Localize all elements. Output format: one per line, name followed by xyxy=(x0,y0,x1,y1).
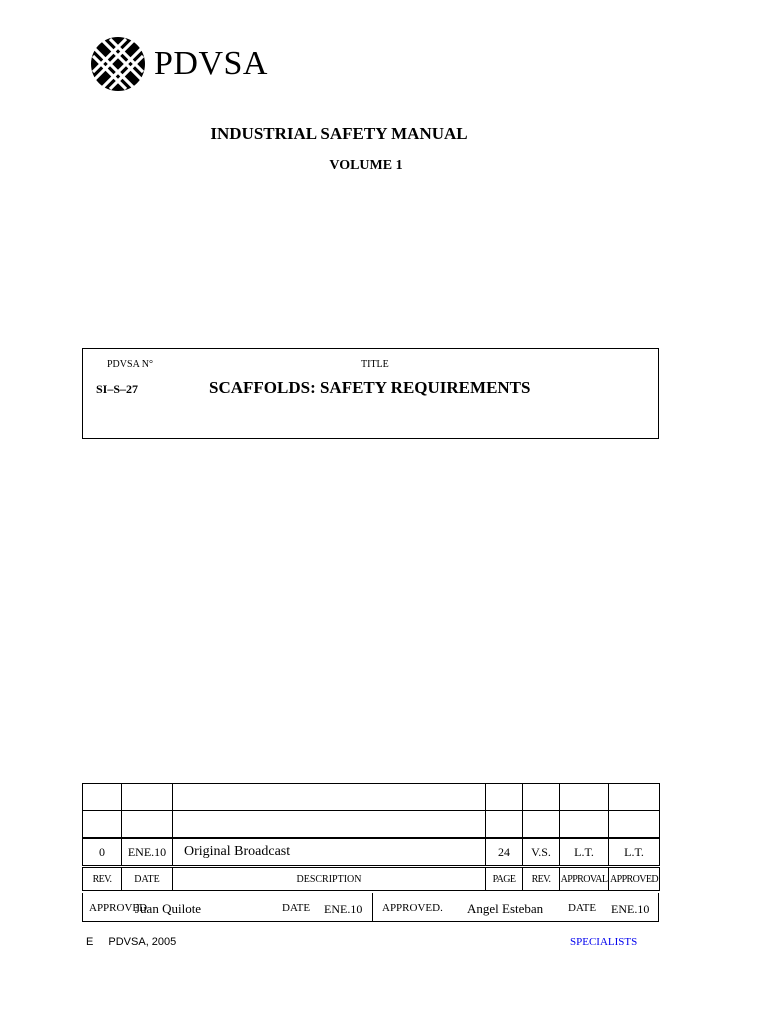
approver-name-1: Juan Quilote xyxy=(135,901,202,916)
date-cell: ENE.10 xyxy=(122,838,173,867)
rev-approval-cell xyxy=(523,811,560,839)
copyright-text: PDVSA, 2005 xyxy=(108,936,177,948)
pdvsa-logo-icon xyxy=(90,36,146,92)
page-cell xyxy=(486,811,523,839)
date-cell xyxy=(122,784,173,811)
extra-cell xyxy=(609,784,660,811)
extra-cell xyxy=(609,811,660,839)
table-row xyxy=(83,784,660,811)
approved-cell xyxy=(560,811,609,839)
specialists-link[interactable]: SPECIALISTS xyxy=(570,936,638,948)
approval-date-1: ENE.10 xyxy=(324,902,363,916)
rev-approval-cell xyxy=(523,784,560,811)
rev-cell xyxy=(83,784,122,811)
date-label-2: DATE xyxy=(568,902,597,914)
header-rev-approval: REV. xyxy=(523,867,560,891)
header-page: PAGE xyxy=(486,867,523,891)
description-cell xyxy=(173,811,486,839)
manual-title: INDUSTRIAL SAFETY MANUAL xyxy=(210,124,468,143)
document-title: SCAFFOLDS: SAFETY REQUIREMENTS xyxy=(209,378,531,397)
extra-cell: L.T. xyxy=(609,838,660,867)
approved-label-2: APPROVED. xyxy=(382,902,443,914)
approved-cell: L.T. xyxy=(560,838,609,867)
page-cell xyxy=(486,784,523,811)
header-description: DESCRIPTION xyxy=(173,867,486,891)
table-row xyxy=(83,838,660,867)
approval-row xyxy=(82,893,659,922)
title-label: TITLE xyxy=(361,359,389,370)
approved-cell xyxy=(560,784,609,811)
header-approval: APPROVAL xyxy=(560,867,609,891)
page-cell: 24 xyxy=(486,838,523,867)
table-row xyxy=(83,811,660,839)
rev-cell: 0 xyxy=(83,838,122,867)
date-label-1: DATE xyxy=(282,902,311,914)
logo-text: PDVSA xyxy=(154,45,268,82)
copyright-mark: E xyxy=(86,936,94,948)
approver-name-2: Angel Esteban xyxy=(467,901,544,916)
header-rev: REV. xyxy=(83,867,122,891)
copyright-notice xyxy=(86,936,176,948)
approved-label-1: APPROVED xyxy=(89,902,148,914)
approval-date-2: ENE.10 xyxy=(611,902,650,916)
document-title-box xyxy=(82,348,659,439)
rev-cell xyxy=(83,811,122,839)
date-cell xyxy=(122,811,173,839)
description-cell xyxy=(173,784,486,811)
header-date: DATE xyxy=(122,867,173,891)
approval-divider xyxy=(372,893,373,921)
header-approved: APPROVED xyxy=(609,867,660,891)
rev-approval-cell: V.S. xyxy=(523,838,560,867)
number-label: PDVSA N° xyxy=(107,359,153,370)
volume-label: VOLUME 1 xyxy=(329,158,403,173)
table-header-row xyxy=(83,867,660,891)
document-number: SI–S–27 xyxy=(96,382,139,396)
revision-table xyxy=(82,783,660,891)
description-cell: Original Broadcast xyxy=(173,838,486,867)
